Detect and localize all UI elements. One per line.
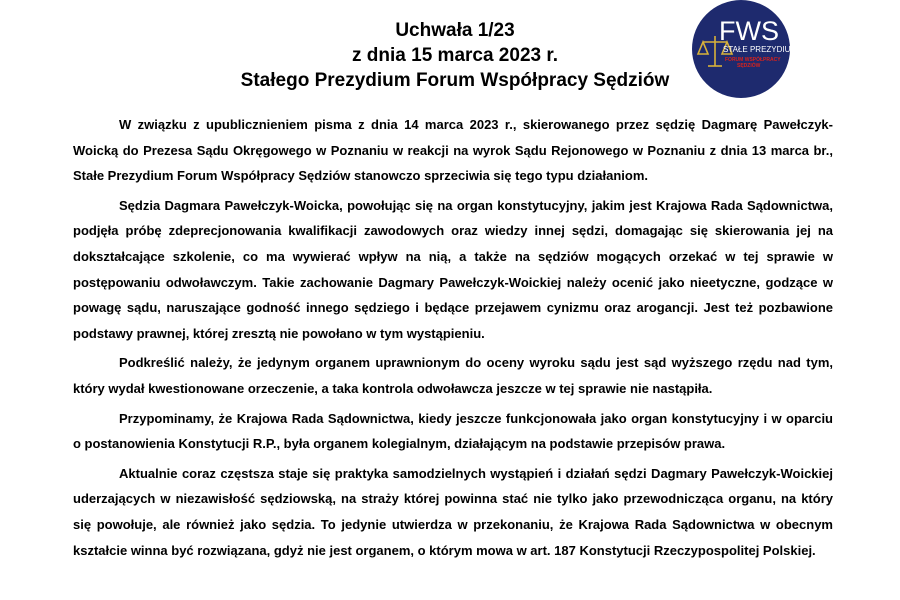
resolution-date: z dnia 15 marca 2023 r. (352, 45, 558, 66)
paragraph: Podkreślić należy, że jedynym organem uprawnionym do oceny wyroku sądu jest sąd wyższego rzędu nad tym, który wydał kwestionowane orzeczenie, a taka kontrola odwoławcza jeszcze w tej sprawie nie nastąpiła. (73, 355, 833, 396)
resolution-body (73, 112, 833, 567)
issuing-body: Stałego Prezydium Forum Współpracy Sędziów (240, 70, 670, 91)
resolution-number: Uchwała 1/23 (395, 20, 515, 41)
paragraph: Aktualnie coraz częstsza staje się praktyka samodzielnych wystąpień i działań sędzi Dagmary Pawełczyk-Woickiej uderzających w niezawisłość sędziowską, na straży której powinna stać nie tylko jako przewodnicząca organu, na który się powołuje, ale również jako sędzia. To jedynie utwierdza w przekonaniu, że Krajowa Rada Sądownictwa w obecnym kształcie winna być rozwiązana, gdyż nie jest organem, o którym mowa w art. 187 Konstytucji Rzeczypospolitej Polskiej. (73, 465, 833, 558)
logo-abbreviation: FWS (719, 16, 779, 46)
paragraph: Przypominamy, że Krajowa Rada Sądownictwa, kiedy jeszcze funkcjonowała jako organ konstytucyjny i w oparciu o postanowienia Konstytucji R.P., była organem kolegialnym, działającym na podstawie przepisów prawa. (73, 410, 833, 452)
logo-small-line-2: SĘDZIÓW (737, 63, 761, 69)
fws-logo (685, 0, 797, 100)
paragraph: Sędzia Dagmara Pawełczyk-Woicka, powołując się na organ konstytucyjny, jakim jest Krajowa Rada Sądownictwa, podjęła próbę zdeprecjonowania kwalifikacji zawodowych oraz wiedzy innej sędzi, domagając się skierowania jej na dokształcające szkolenie, co ma wywierać wpływ na nią, a także na sędziów mogących orzekać w tej sprawie w postępowaniu odwoławczym. Takie zachowanie Dagmary Pawełczyk-Woickiej należy ocenić jako nieetyczne, godzące w powagę sądu, naruszające godność innego sędziego i będące przejawem cynizmu oraz arogancji. Jest też pozbawione podstawy prawnej, której zresztą nie powołano w tym wystąpieniu. (73, 197, 833, 341)
logo-small-line-1: FORUM WSPÓŁPRACY (725, 57, 781, 63)
logo-subtitle: STAŁE PREZYDIUM (723, 45, 797, 54)
paragraph: W związku z upublicznieniem pisma z dnia 14 marca 2023 r., skierowanego przez sędzię Dagmarę Pawełczyk-Woicką do Prezesa Sądu Okręgowego w Poznaniu w reakcji na wyrok Sądu Rejonowego w Poznaniu z dnia 13 marca br., Stałe Prezydium Forum Współpracy Sędziów stanowczo sprzeciwia się tego typu działaniom. (73, 117, 833, 184)
